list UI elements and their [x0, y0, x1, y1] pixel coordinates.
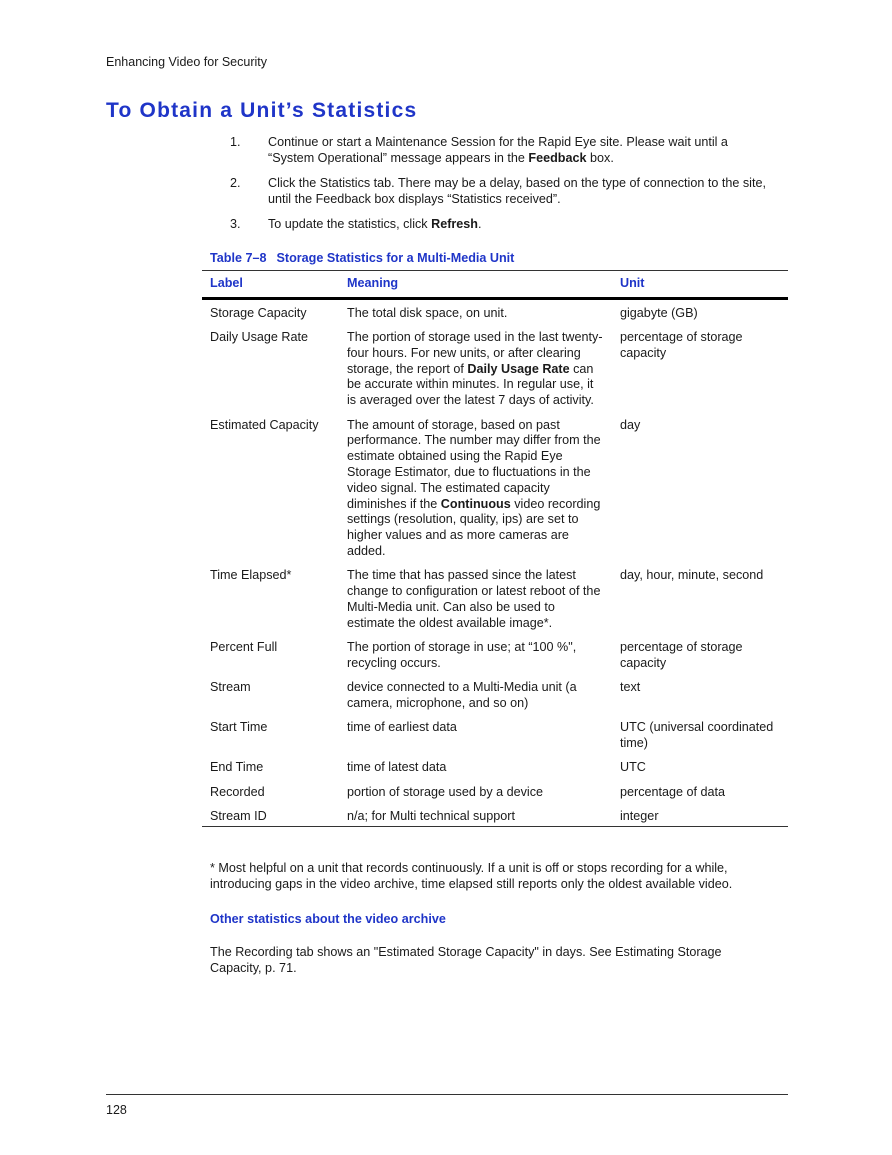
meaning-text: device connected to a Multi-Media unit (a camera, microphone, and so on): [347, 680, 577, 710]
meaning-text: The portion of storage used in the last twenty-four hours. For new units, or after clearing storage, the report of: [347, 330, 603, 376]
storage-statistics-table: [202, 270, 788, 827]
step-item: [230, 134, 775, 166]
cell-label: End Time: [210, 760, 264, 775]
cell-label: Stream: [210, 680, 251, 695]
meaning-text: n/a; for Multi technical support: [347, 808, 515, 823]
footer-rule: [106, 1094, 788, 1095]
feedback-box-term: Feedback: [528, 151, 587, 165]
step-number: 2.: [230, 176, 241, 190]
step-item: [230, 216, 775, 232]
cell-label: Storage Capacity: [210, 305, 307, 320]
cell-meaning: [339, 568, 612, 640]
procedure-steps: [230, 134, 775, 241]
cell-meaning: [339, 720, 612, 760]
footnote: * Most helpful on a unit that records continuously. If a unit is off or stops recording for a while, introducing gaps in the video archive, time elapsed still reports only the oldest available video.: [210, 861, 733, 891]
table-row: [202, 760, 788, 784]
table-row: [202, 298, 788, 330]
table-row: [202, 568, 788, 640]
cell-unit: percentage of storage capacity: [620, 330, 743, 360]
page-number: 128: [106, 1103, 127, 1117]
table-header-row: [202, 271, 788, 299]
table-row: [202, 809, 788, 826]
step-text: Continue or start a Maintenance Session for the Rapid Eye site. Please wait until a “System Operational” message appears in the Feedback box.: [268, 135, 728, 165]
cell-meaning: [339, 760, 612, 784]
refresh-term: Refresh: [431, 217, 478, 231]
table-row: [202, 330, 788, 417]
table-row: [202, 680, 788, 720]
cell-label: Estimated Capacity: [210, 417, 319, 432]
emphasized-term: Continuous: [440, 496, 511, 511]
table-row: [202, 418, 788, 569]
running-header: Enhancing Video for Security: [106, 55, 267, 69]
table-row: [202, 640, 788, 680]
cell-label: Recorded: [210, 784, 265, 799]
cell-meaning: [339, 680, 612, 720]
header-label: Label: [202, 271, 339, 299]
cell-unit: day: [620, 417, 641, 432]
meaning-text: video recording settings (resolution, quality, ips) are set to higher values and as more cameras are added.: [347, 496, 601, 558]
step-number: 3.: [230, 217, 241, 231]
cell-label: Start Time: [210, 720, 268, 735]
section-title: To Obtain a Unit’s Statistics: [106, 99, 418, 122]
cell-unit: UTC: [620, 760, 646, 775]
cell-label: Percent Full: [210, 639, 278, 654]
table-number: Table 7–8: [210, 251, 267, 265]
cell-label: Stream ID: [202, 809, 339, 826]
cell-label: Time Elapsed*: [210, 568, 292, 583]
cell-meaning: [339, 785, 612, 809]
meaning-text: The amount of storage, based on past performance. The number may differ from the estimate obtained using the Rapid Eye Storage Estimator, due to fluctuations in the video signal. The estimated capacity diminishes if the: [347, 417, 601, 511]
meaning-text: time of latest data: [347, 760, 447, 775]
table-caption: [210, 251, 514, 265]
cell-meaning: [339, 298, 612, 330]
header-meaning: Meaning: [339, 271, 612, 299]
meaning-text: The time that has passed since the latest change to configuration or latest reboot of the Multi-Media unit. Can also be used to estimate the oldest available image*.: [347, 568, 601, 630]
cell-unit: gigabyte (GB): [620, 305, 698, 320]
step-text: Click the Statistics tab. There may be a delay, based on the type of connection to the site, until the Feedback box displays “Statistics received”.: [268, 176, 766, 206]
meaning-text: portion of storage used by a device: [347, 784, 544, 799]
cell-meaning: [339, 330, 612, 417]
cell-unit: UTC (universal coordinated time): [620, 720, 774, 750]
step-text: To update the statistics, click Refresh.: [268, 217, 482, 231]
meaning-text: can be accurate within minutes. In regular use, it is averaged over the latest 7 days of activity.: [347, 361, 594, 408]
table-row: [202, 720, 788, 760]
cell-meaning: [339, 640, 612, 680]
step-number: 1.: [230, 135, 241, 149]
cell-unit: percentage of data: [620, 784, 726, 799]
cell-unit: text: [620, 680, 641, 695]
header-unit: Unit: [612, 271, 788, 299]
table-title: Storage Statistics for a Multi-Media Unit: [276, 251, 515, 265]
subheading: Other statistics about the video archive: [210, 912, 446, 926]
cell-meaning: [339, 809, 612, 826]
cell-unit: percentage of storage capacity: [620, 639, 743, 670]
cell-unit: integer: [612, 809, 788, 826]
cell-unit: day, hour, minute, second: [620, 568, 764, 583]
recording-tab-paragraph: The Recording tab shows an "Estimated Storage Capacity" in days. See Estimating Storage Capacity, p. 71.: [210, 945, 722, 975]
cell-meaning: [339, 418, 612, 569]
meaning-text: time of earliest data: [347, 720, 457, 735]
emphasized-term: Daily Usage Rate: [467, 361, 570, 376]
step-item: [230, 175, 775, 207]
cell-label: Daily Usage Rate: [210, 330, 308, 345]
table-row: [202, 785, 788, 809]
meaning-text: The total disk space, on unit.: [347, 305, 508, 320]
meaning-text: The portion of storage in use; at “100 %", recycling occurs.: [347, 639, 577, 670]
